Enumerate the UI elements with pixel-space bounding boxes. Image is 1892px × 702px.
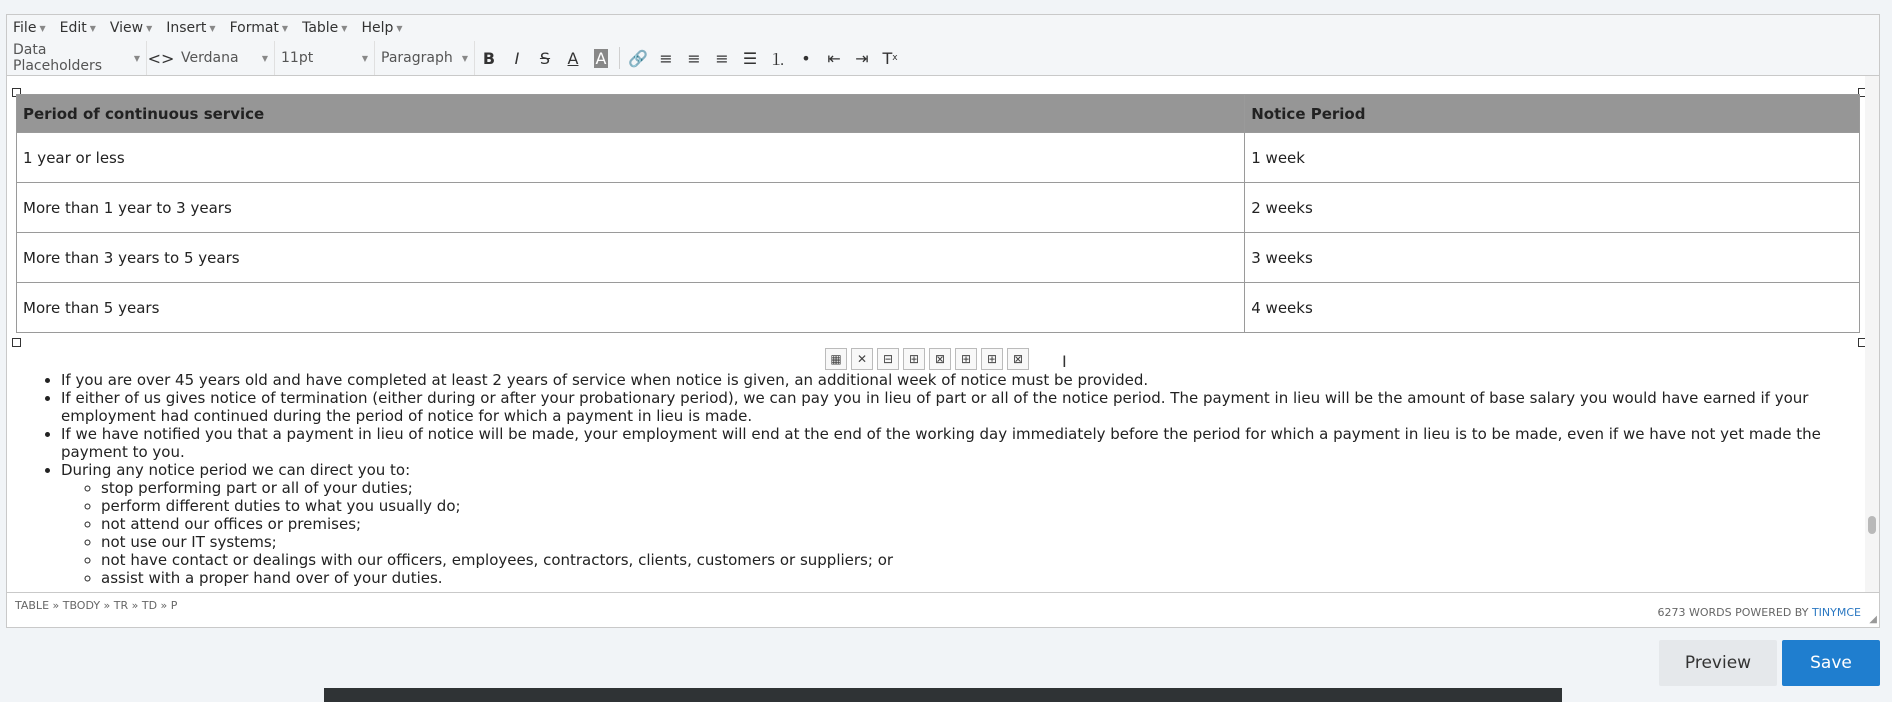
chevron-down-icon: ▼ (461, 53, 468, 63)
sub-list-item: ◦ assist with a proper hand over of your duties. (101, 569, 1839, 587)
editor-content[interactable] (7, 76, 1879, 594)
sub-list-item: ◦ not use our IT systems; (101, 533, 1839, 551)
table-cell[interactable]: More than 1 year to 3 years (17, 183, 1245, 233)
numbered-list-icon[interactable]: ⒈ (769, 49, 786, 69)
background-color-icon[interactable]: A (595, 48, 607, 68)
delete-column-icon[interactable]: ⊠ (1007, 348, 1029, 370)
element-path[interactable]: TABLE » TBODY » TR » TD » P (15, 599, 178, 612)
chevron-down-icon: ▼ (261, 53, 268, 63)
italic-icon[interactable]: I (514, 48, 520, 68)
word-count: 6273 WORDS POWERED BY TINYMCE (1657, 606, 1861, 619)
table-cell[interactable]: More than 3 years to 5 years (17, 233, 1245, 283)
table-row (17, 183, 1860, 233)
chevron-down-icon: ▼ (361, 53, 368, 63)
outdent-icon[interactable]: ⇤ (827, 48, 841, 68)
menu-file[interactable]: File ▼ (13, 20, 46, 36)
footer-bar (324, 688, 1562, 702)
table-row (17, 233, 1860, 283)
menubar (7, 15, 1879, 42)
table-cell[interactable]: 1 year or less (17, 133, 1245, 183)
align-left-icon[interactable]: ≡ (659, 48, 673, 68)
chevron-down-icon: ▼ (396, 23, 403, 33)
table-cell[interactable]: More than 5 years (17, 283, 1245, 333)
menu-view[interactable]: View ▼ (109, 20, 153, 36)
delete-table-icon[interactable]: ✕ (851, 348, 873, 370)
data-placeholders-dropdown[interactable]: Data Placeholders ▼ (7, 41, 147, 75)
resize-handle-icon[interactable]: ◢ (1869, 614, 1877, 625)
sub-list-item: ◦ not attend our offices or premises; (101, 515, 1839, 533)
table-header-cell[interactable]: Notice Period (1245, 95, 1860, 133)
align-center-icon[interactable]: ≡ (687, 48, 701, 68)
list-item: • If we have notified you that a payment in lieu of notice will be made, your employment will end at the end of the working day immediately before the period for which a payment in lieu is to be made, even if we have not yet made the payment to you. (61, 425, 1839, 461)
menu-edit[interactable]: Edit ▼ (59, 20, 96, 36)
menu-format[interactable]: Format ▼ (229, 20, 289, 36)
table-row (17, 283, 1860, 333)
preview-button[interactable]: Preview (1659, 640, 1777, 686)
text-cursor-icon: I (1062, 352, 1067, 371)
sub-list-item: ◦ not have contact or dealings with our officers, employees, contractors, clients, customers or suppliers; or (101, 551, 1839, 569)
chevron-down-icon: ▼ (209, 23, 216, 33)
scrollbar-thumb[interactable] (1868, 516, 1876, 534)
sub-list (61, 479, 1839, 587)
insert-row-after-icon[interactable]: ⊞ (903, 348, 925, 370)
source-code-icon[interactable]: <> (147, 48, 175, 68)
sub-list-item: ◦ perform different duties to what you usually do; (101, 497, 1839, 515)
strikethrough-icon[interactable]: S (539, 48, 551, 68)
align-right-icon[interactable]: ≡ (715, 48, 729, 68)
table-cell[interactable]: 3 weeks (1245, 233, 1860, 283)
insert-row-before-icon[interactable]: ⊟ (877, 348, 899, 370)
insert-column-after-icon[interactable]: ⊞ (981, 348, 1003, 370)
table-cell[interactable]: 2 weeks (1245, 183, 1860, 233)
toolbar (7, 41, 1879, 76)
sub-list-item: ◦ stop performing part or all of your duties; (101, 479, 1839, 497)
chevron-down-icon: ▼ (89, 23, 96, 33)
justify-icon[interactable]: ☰ (742, 48, 758, 68)
menu-table[interactable]: Table ▼ (302, 20, 348, 36)
bold-icon[interactable]: B (482, 48, 496, 68)
text-color-icon[interactable]: A (567, 48, 579, 68)
table-header-cell[interactable]: Period of continuous service (17, 95, 1245, 133)
notice-bullet-list (21, 371, 1839, 587)
delete-row-icon[interactable]: ⊠ (929, 348, 951, 370)
list-item (61, 461, 1839, 587)
table-properties-icon[interactable]: ▦ (825, 348, 847, 370)
table-resize-handle[interactable] (12, 338, 21, 347)
table-row (17, 133, 1860, 183)
list-item-text: During any notice period we can direct you to: (61, 461, 411, 479)
editor-scrollbar[interactable] (1865, 76, 1879, 594)
toolbar-divider (619, 47, 620, 69)
tinymce-link[interactable]: TINYMCE (1811, 606, 1861, 619)
rich-text-editor (6, 14, 1880, 628)
font-size-select[interactable]: 11pt ▼ (275, 41, 375, 75)
list-item: • If you are over 45 years old and have completed at least 2 years of service when notice is given, an additional week of notice must be provided. (61, 371, 1839, 389)
chevron-down-icon: ▼ (39, 23, 46, 33)
chevron-down-icon: ▼ (281, 23, 289, 33)
block-format-select[interactable]: Paragraph ▼ (375, 41, 475, 75)
insert-column-before-icon[interactable]: ⊞ (955, 348, 977, 370)
table-header-row (17, 95, 1860, 133)
chevron-down-icon: ▼ (341, 23, 348, 33)
list-item: • If either of us gives notice of termination (either during or after your probationary period), we can pay you in lieu of part or all of the notice period. The payment in lieu will be the amount of base salary you would have earned if your employment had continued during the period of notice for which a payment in lieu is made. (61, 389, 1839, 425)
table-cell[interactable]: 1 week (1245, 133, 1860, 183)
link-icon[interactable]: 🔗 (628, 48, 648, 68)
chevron-down-icon: ▼ (133, 53, 140, 63)
font-family-select[interactable]: Verdana ▼ (175, 41, 275, 75)
bullet-list-icon[interactable]: • (801, 48, 811, 68)
notice-period-table (16, 94, 1860, 333)
table-context-toolbar (825, 346, 1029, 372)
table-cell[interactable]: 4 weeks (1245, 283, 1860, 333)
menu-help[interactable]: Help ▼ (361, 20, 403, 36)
save-button[interactable]: Save (1782, 640, 1880, 686)
statusbar (7, 592, 1879, 627)
chevron-down-icon: ▼ (146, 23, 153, 33)
indent-icon[interactable]: ⇥ (855, 48, 869, 68)
clear-format-icon[interactable]: T x (882, 48, 898, 68)
menu-insert[interactable]: Insert ▼ (166, 20, 216, 36)
